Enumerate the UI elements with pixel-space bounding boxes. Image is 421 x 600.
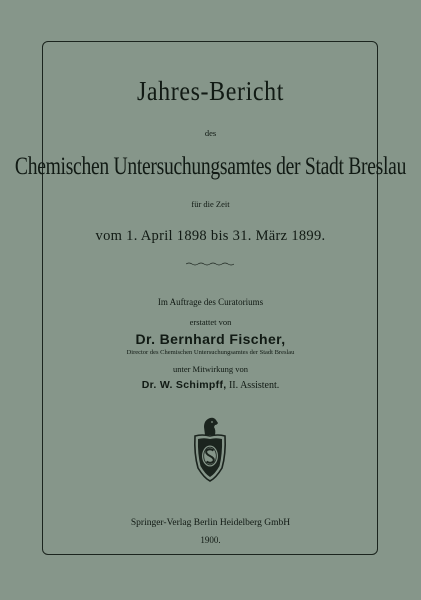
publication-year: 1900. — [200, 535, 221, 545]
coauthor-line — [0, 380, 421, 391]
collaboration-line: unter Mitwirkung von — [172, 364, 249, 374]
coauthor-role: II. Assistent. — [228, 380, 280, 391]
author-name: Dr. Bernhard Fischer, — [135, 331, 286, 347]
report-title: Jahres-Bericht — [136, 76, 284, 107]
submitted-by-line: erstattet von — [189, 317, 232, 327]
connector-des: des — [204, 128, 217, 138]
author-role: Director des Chemischen Untersuchungsamtes der Stadt Breslau — [126, 349, 295, 356]
ornamental-divider — [186, 262, 234, 266]
period-intro: für die Zeit — [191, 199, 230, 209]
institution-subtitle: Chemischen Untersuchungsamtes der Stadt Breslau — [14, 152, 407, 181]
report-period: vom 1. April 1898 bis 31. März 1899. — [95, 228, 326, 244]
commission-line: Im Auftrage des Curatoriums — [157, 297, 264, 307]
publisher-imprint: Springer-Verlag Berlin Heidelberg GmbH — [130, 518, 291, 528]
coauthor-name: Dr. W. Schimpff, — [141, 379, 227, 391]
springer-knight-logo-icon — [190, 414, 230, 484]
